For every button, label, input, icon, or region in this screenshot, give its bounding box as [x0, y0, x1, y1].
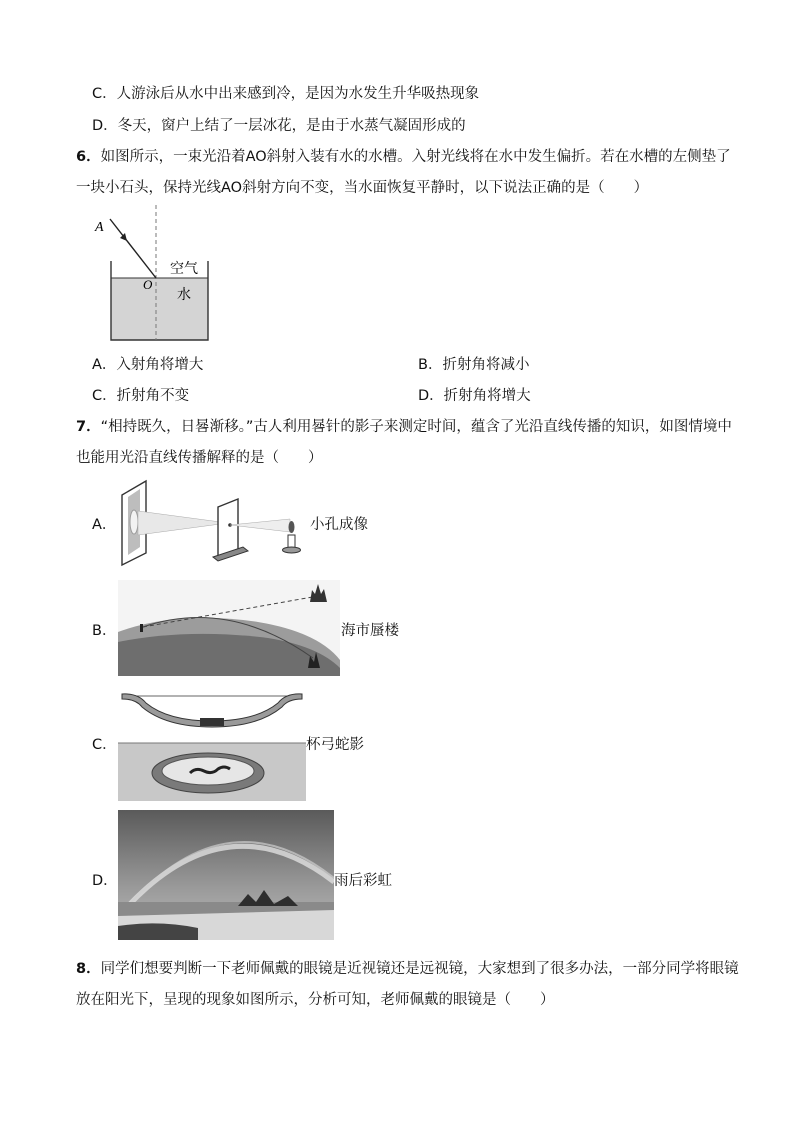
q5-option-c: C．人游泳后从水中出来感到冷，是因为水发生升华吸热现象 [92, 86, 480, 102]
q6-stem-text: 如图所示，一束光沿着AO斜射入装有水的水槽。入射光线将在水中发生偏折。若在水槽的左侧垫了 [100, 149, 731, 165]
q7-option-d-letter: D． [92, 873, 118, 889]
q8-number: 8． [76, 961, 101, 977]
q7-stem-line2: 也能用光沿直线传播解释的是（ ） [76, 450, 323, 466]
q7-option-b-caption: 海市蜃楼 [341, 623, 399, 639]
water-fill [111, 278, 208, 340]
label-air: 空气 [170, 261, 198, 277]
pinhole-board [218, 499, 238, 557]
q6-number: 6． [76, 149, 101, 165]
candle-flame [289, 521, 295, 533]
q6-option-b: B．折射角将减小 [418, 357, 530, 373]
label-a: A [95, 220, 104, 235]
q6-option-d: D．折射角将增大 [418, 388, 531, 404]
q6-water-tank-figure [90, 203, 220, 345]
wall [118, 683, 306, 743]
q7-option-c-letter: C． [92, 737, 117, 753]
q7-option-b-letter: B． [92, 623, 117, 639]
q7-option-a-caption: 小孔成像 [310, 517, 368, 533]
q7-option-c-caption: 杯弓蛇影 [306, 737, 364, 753]
label-water: 水 [177, 287, 191, 303]
candle-holder [283, 547, 301, 553]
inverted-image [130, 510, 138, 534]
q8-stem-line1 [76, 957, 739, 978]
q7-stem-line1 [76, 415, 732, 436]
light-cone-right [230, 519, 290, 532]
observer [140, 624, 143, 632]
q8-stem-line2: 放在阳光下，呈现的现象如图所示，分析可知，老师佩戴的眼镜是（ ） [76, 992, 555, 1008]
q7-option-d-caption: 雨后彩虹 [334, 873, 392, 889]
q6-stem-line2: 一块小石头，保持光线AO斜射方向不变，当水面恢复平静时，以下说法正确的是（ ） [76, 180, 649, 196]
q7-option-a-letter: A． [92, 517, 117, 533]
bow-grip [200, 718, 224, 726]
q7-number: 7． [76, 419, 101, 435]
q7-option-b-mirage-image [118, 580, 340, 676]
q8-stem-text: 同学们想要判断一下老师佩戴的眼镜是近视镜还是远视镜，大家想到了很多办法，一部分同学将眼镜 [100, 961, 739, 977]
incident-ray [110, 219, 156, 278]
q6-option-c: C．折射角不变 [92, 388, 190, 404]
q6-option-a: A．入射角将增大 [92, 357, 204, 373]
q7-option-d-rainbow-image [118, 810, 334, 940]
q7-stem-text: “相持既久，日晷渐移。”古人利用晷针的影子来测定时间，蕴含了光沿直线传播的知识，如图情境中 [100, 419, 732, 435]
light-cone-left [138, 511, 228, 535]
q7-option-a-pinhole-image [118, 477, 308, 567]
q6-stem-line1 [76, 145, 731, 166]
q5-option-d: D．冬天，窗户上结了一层冰花，是由于水蒸气凝固形成的 [92, 118, 466, 134]
label-o: O [143, 277, 153, 292]
q7-option-c-bow-image [118, 683, 306, 801]
